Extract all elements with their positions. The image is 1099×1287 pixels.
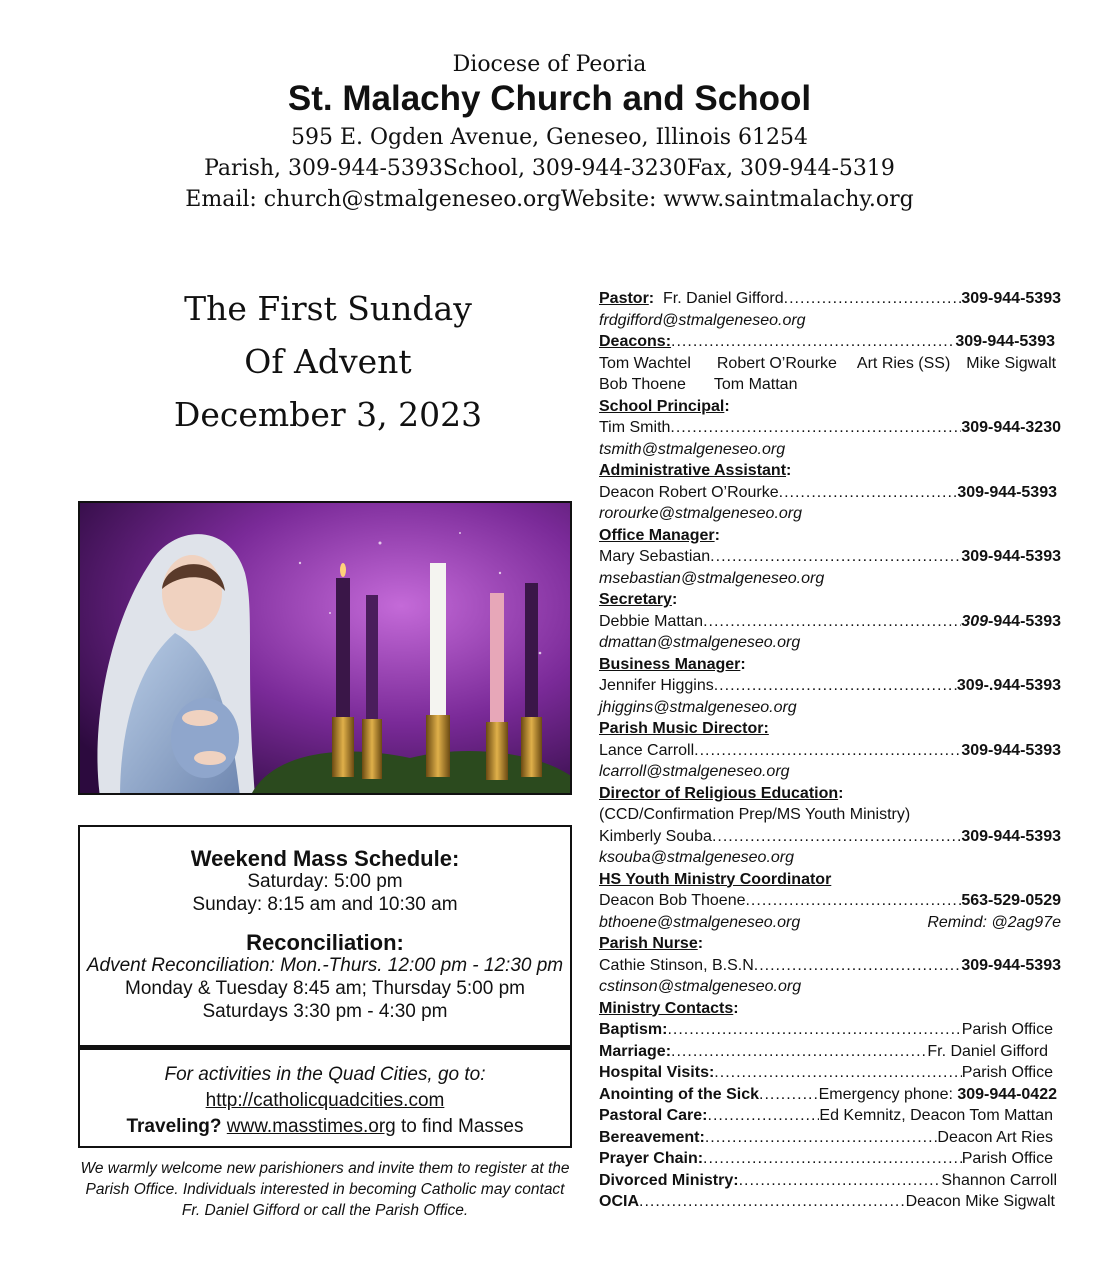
parish-address: 595 E. Ogden Avenue, Geneseo, Illinois 61254 [290,125,809,150]
leader-dots [714,1062,961,1084]
leader-dots [639,1191,906,1213]
dre-email: ksouba@stmalgeneseo.org [599,849,795,866]
nurse-label: Parish Nurse [599,935,698,952]
ministry-row [599,1127,1061,1149]
ministry-colon: : [733,999,739,1017]
advent-wreath-mary-illustration [78,501,572,795]
secretary-colon: : [671,591,678,608]
bulletin-title [78,282,578,441]
ministry-contact: Shannon Carroll [941,1171,1057,1189]
ministry-label: Divorced Ministry: [599,1171,739,1189]
admin-label: Administrative Assistant [599,462,787,479]
emergency-phone: 309-944-0422 [957,1085,1057,1103]
ministry-row [599,1170,1061,1192]
ministry-row [599,1191,1061,1213]
nurse-phone: 309-944-5393 [961,956,1061,974]
hsym-name: Deacon Bob Thoene [599,892,746,909]
title-date: December 3, 2023 [173,395,483,434]
hsym-label: HS Youth Ministry Coordinator [599,870,832,888]
parish-phones: Parish, 309-944-5393School, 309-944-3230Fax, 309-944-5319 [204,156,895,181]
music-row [599,740,1061,762]
leader-dots [671,1041,927,1063]
hsym-email-row [599,912,1061,934]
secretary-email: dmattan@stmalgeneseo.org [599,634,801,651]
principal-label: School Principal [599,397,725,415]
leader-dots [710,546,961,568]
admin-row [599,482,1061,504]
deacon-name: Bob Thoene [599,376,686,393]
secretary-label: Secretary [599,591,672,608]
secretary-phone-rest: -944-5393 [988,612,1061,630]
principal-row [599,417,1061,439]
ministry-contact: Deacon Mike Sigwalt [905,1193,1055,1210]
admin-email: rorourke@stmalgeneseo.org [599,505,803,522]
ministry-row [599,1105,1061,1127]
ministry-contact: Ed Kemnitz, Deacon Tom Mattan [819,1107,1053,1124]
ministry-row [599,1148,1061,1170]
leader-dots [779,482,958,504]
leader-dots [667,1019,961,1041]
office-label: Office Manager [599,526,715,544]
secretary-name: Debbie Mattan [599,612,704,630]
business-email: jhiggins@stmalgeneseo.org [599,698,797,716]
dre-colon: : [838,784,844,802]
ministry-label: Marriage: [599,1042,672,1060]
ministry-label: Pastoral Care: [599,1107,708,1124]
music-label: Parish Music Director: [599,720,769,737]
business-name: Jennifer Higgins [599,677,714,694]
traveling-label: Traveling? [126,1116,222,1137]
principal-colon: : [724,397,730,415]
ministry-contact: Fr. Daniel Gifford [927,1042,1048,1060]
masstimes-link[interactable]: www.masstimes.org [226,1116,396,1137]
nurse-name: Cathie Stinson, B.S.N [599,956,754,974]
traveling-suffix: to find Masses [395,1116,524,1137]
pastor-email: frdgifford@stmalgeneseo.org [599,311,806,329]
principal-phone: 309-944-3230 [961,419,1061,436]
dre-label: Director of Religious Education [599,784,839,802]
music-phone: 309-944-5393 [961,741,1061,759]
deacon-name: Robert O’Rourke [716,354,837,372]
leader-dots [712,826,961,848]
ministry-row [599,1084,1061,1106]
leader-dots [703,1148,962,1170]
office-row [599,546,1061,568]
leader-dots [694,740,961,762]
pastor-colon: : [648,290,655,307]
staff-directory [599,288,1061,1213]
deacons-phone: 309-944-5393 [955,333,1055,350]
ministry-contact: Parish Office [961,1021,1053,1038]
leader-dots [705,1127,938,1149]
dre-subtitle: (CCD/Confirmation Prep/MS Youth Ministry) [599,806,911,823]
leader-dots [714,675,957,697]
parish-email-website: Email: church@stmalgeneseo.orgWebsite: www.saintmalachy.org [185,187,914,212]
deacon-name: Art Ries (SS) [856,354,951,372]
leader-dots [739,1170,942,1192]
admin-name: Deacon Robert O’Rourke [599,483,779,501]
ministry-contact: Deacon Art Ries [937,1128,1053,1146]
nurse-email: cstinson@stmalgeneseo.org [599,978,802,995]
title-line-1: The First Sunday [184,289,472,328]
hsym-row [599,890,1061,912]
activities-intro: For activities in the Quad Cities, go to: [164,1064,486,1085]
pastor-row [599,288,1061,310]
ministry-label: Anointing of the Sick [599,1085,759,1103]
deacons-list-1 [599,353,1061,375]
leader-dots [745,890,961,912]
principal-name: Tim Smith [599,419,671,436]
business-colon: : [740,655,746,673]
leader-dots [784,288,962,310]
advent-reconciliation: Advent Reconciliation: Mon.-Thurs. 12:00 pm - 12:30 pm [86,955,564,976]
admin-phone: 309-944-5393 [957,483,1057,501]
leader-dots [708,1105,820,1127]
admin-colon: : [786,462,792,479]
business-row [599,675,1061,697]
secretary-phone [961,611,1061,633]
quad-cities-link[interactable]: http://catholicquadcities.com [205,1090,445,1111]
deacons-row [599,331,1061,353]
weekday-reconciliation: Monday & Tuesday 8:45 am; Thursday 5:00 pm [125,978,525,999]
sunday-mass: Sunday: 8:15 am and 10:30 am [192,894,458,915]
dre-row [599,826,1061,848]
parish-name: St. Malachy Church and School [287,79,812,118]
ministry-contact: Parish Office [961,1150,1053,1167]
hsym-email: bthoene@stmalgeneseo.org [599,913,801,931]
ministry-contact: Parish Office [961,1064,1053,1081]
ministry-row [599,1019,1061,1041]
ministry-label: Bereavement: [599,1128,705,1146]
hsym-phone: 563-529-0529 [961,892,1061,909]
office-phone: 309-944-5393 [961,548,1061,565]
leader-dots [670,417,961,439]
dre-name: Kimberly Souba [599,827,712,845]
office-colon: : [714,526,720,544]
mass-schedule-heading: Weekend Mass Schedule: [190,846,460,871]
principal-email: tsmith@stmalgeneseo.org [599,440,786,458]
deacons-list-2 [599,374,1061,396]
business-phone: 309-.944-5393 [956,677,1061,694]
bulletin-header [0,50,1099,212]
saturday-mass: Saturday: 5:00 pm [247,871,403,892]
nurse-colon: : [697,935,704,952]
pastor-label: Pastor [599,290,649,307]
music-email: lcarroll@stmalgeneseo.org [599,763,790,780]
leader-dots [671,331,955,353]
ministry-row [599,1041,1061,1063]
mass-schedule-box [78,825,572,1047]
secretary-row [599,611,1061,633]
deacon-name: Tom Mattan [713,376,798,393]
pastor-phone: 309-944-5393 [961,290,1061,307]
leader-dots [759,1084,819,1106]
secretary-phone-area: 309 [961,612,989,630]
leader-dots [703,611,961,633]
office-email: msebastian@stmalgeneseo.org [599,569,825,587]
deacons-label: Deacons: [599,333,672,350]
office-name: Mary Sebastian [599,548,711,565]
ministry-label: Baptism: [599,1021,668,1038]
dre-phone: 309-944-5393 [961,827,1061,845]
deacon-name: Tom Wachtel [599,354,691,372]
ministry-label: Hospital Visits: [599,1064,715,1081]
saturday-reconciliation: Saturdays 3:30 pm - 4:30 pm [202,1001,448,1022]
activities-box [78,1047,572,1148]
ministry-contacts-label: Ministry Contacts [599,999,734,1017]
nurse-row [599,955,1061,977]
ministry-label: Prayer Chain: [599,1150,704,1167]
reconciliation-heading: Reconciliation: [246,930,404,955]
ministry-row [599,1062,1061,1084]
hsym-remind: Remind: @2ag97e [927,913,1061,931]
title-line-2: Of Advent [244,342,412,381]
deacon-name: Mike Sigwalt [966,354,1057,372]
pastor-name: Fr. Daniel Gifford [663,290,784,307]
diocese-name: Diocese of Peoria [452,52,647,77]
business-label: Business Manager [599,655,741,673]
music-name: Lance Carroll [599,741,695,759]
ministry-contact: Emergency phone: [818,1085,958,1103]
welcome-note: We warmly welcome new parishioners and invite them to register at the Parish Office. Individuals interested in becoming Catholic may contact Fr. Daniel Gifford or call the Parish Office. [80,1160,570,1219]
leader-dots [754,955,962,977]
ministry-label: OCIA [599,1193,639,1210]
